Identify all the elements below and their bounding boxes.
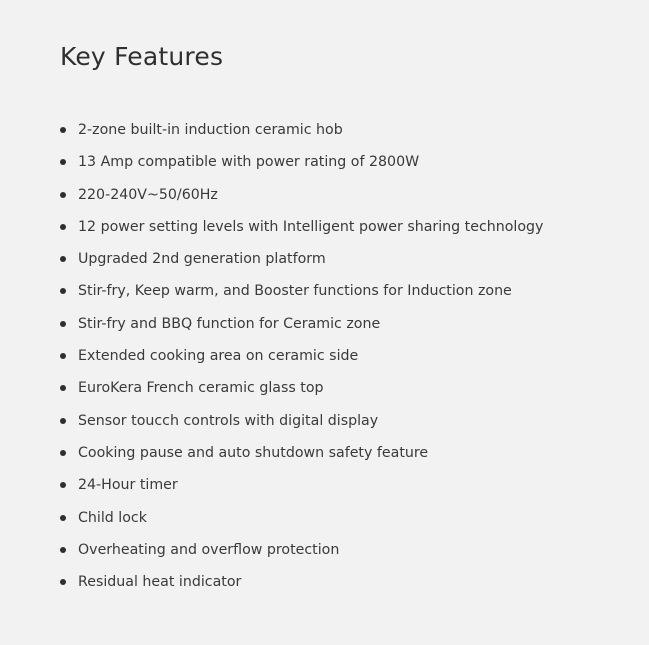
bullet-icon xyxy=(60,482,66,488)
bullet-icon xyxy=(60,192,66,198)
bullet-icon xyxy=(60,353,66,359)
feature-text: EuroKera French ceramic glass top xyxy=(78,380,324,397)
feature-item xyxy=(60,279,543,311)
feature-text: Child lock xyxy=(78,509,147,526)
bullet-icon xyxy=(60,385,66,391)
feature-text: Cooking pause and auto shutdown safety feature xyxy=(78,444,429,461)
feature-item xyxy=(60,441,543,473)
bullet-icon xyxy=(60,321,66,327)
feature-item xyxy=(60,409,543,441)
feature-item xyxy=(60,538,543,570)
section-title: Key Features xyxy=(60,42,224,71)
bullet-icon xyxy=(60,515,66,521)
features-list xyxy=(60,118,543,602)
feature-text: 12 power setting levels with Intelligent power sharing technology xyxy=(78,218,544,235)
bullet-icon xyxy=(60,418,66,424)
feature-text: Extended cooking area on ceramic side xyxy=(78,348,359,365)
bullet-icon xyxy=(60,159,66,165)
feature-item xyxy=(60,506,543,538)
feature-text: 220-240V~50/60Hz xyxy=(78,186,218,203)
bullet-icon xyxy=(60,224,66,230)
feature-text: 13 Amp compatible with power rating of 2800W xyxy=(78,154,420,171)
feature-item xyxy=(60,118,543,150)
bullet-icon xyxy=(60,547,66,553)
feature-item xyxy=(60,312,543,344)
feature-text: Stir-fry, Keep warm, and Booster functions for Induction zone xyxy=(78,283,512,300)
feature-item xyxy=(60,183,543,215)
feature-item xyxy=(60,215,543,247)
feature-item xyxy=(60,247,543,279)
feature-text: Upgraded 2nd generation platform xyxy=(78,251,326,268)
feature-text: Sensor toucch controls with digital display xyxy=(78,412,379,429)
feature-text: Stir-fry and BBQ function for Ceramic zone xyxy=(78,315,381,332)
bullet-icon xyxy=(60,450,66,456)
feature-item xyxy=(60,344,543,376)
feature-text: Residual heat indicator xyxy=(78,574,242,591)
bullet-icon xyxy=(60,127,66,133)
feature-item xyxy=(60,570,543,602)
bullet-icon xyxy=(60,579,66,585)
feature-text: 24-Hour timer xyxy=(78,477,178,494)
bullet-icon xyxy=(60,256,66,262)
feature-text: 2-zone built-in induction ceramic hob xyxy=(78,122,343,138)
feature-item xyxy=(60,150,543,182)
feature-text: Overheating and overflow protection xyxy=(78,541,340,558)
feature-item xyxy=(60,473,543,505)
bullet-icon xyxy=(60,288,66,294)
feature-item xyxy=(60,376,543,408)
